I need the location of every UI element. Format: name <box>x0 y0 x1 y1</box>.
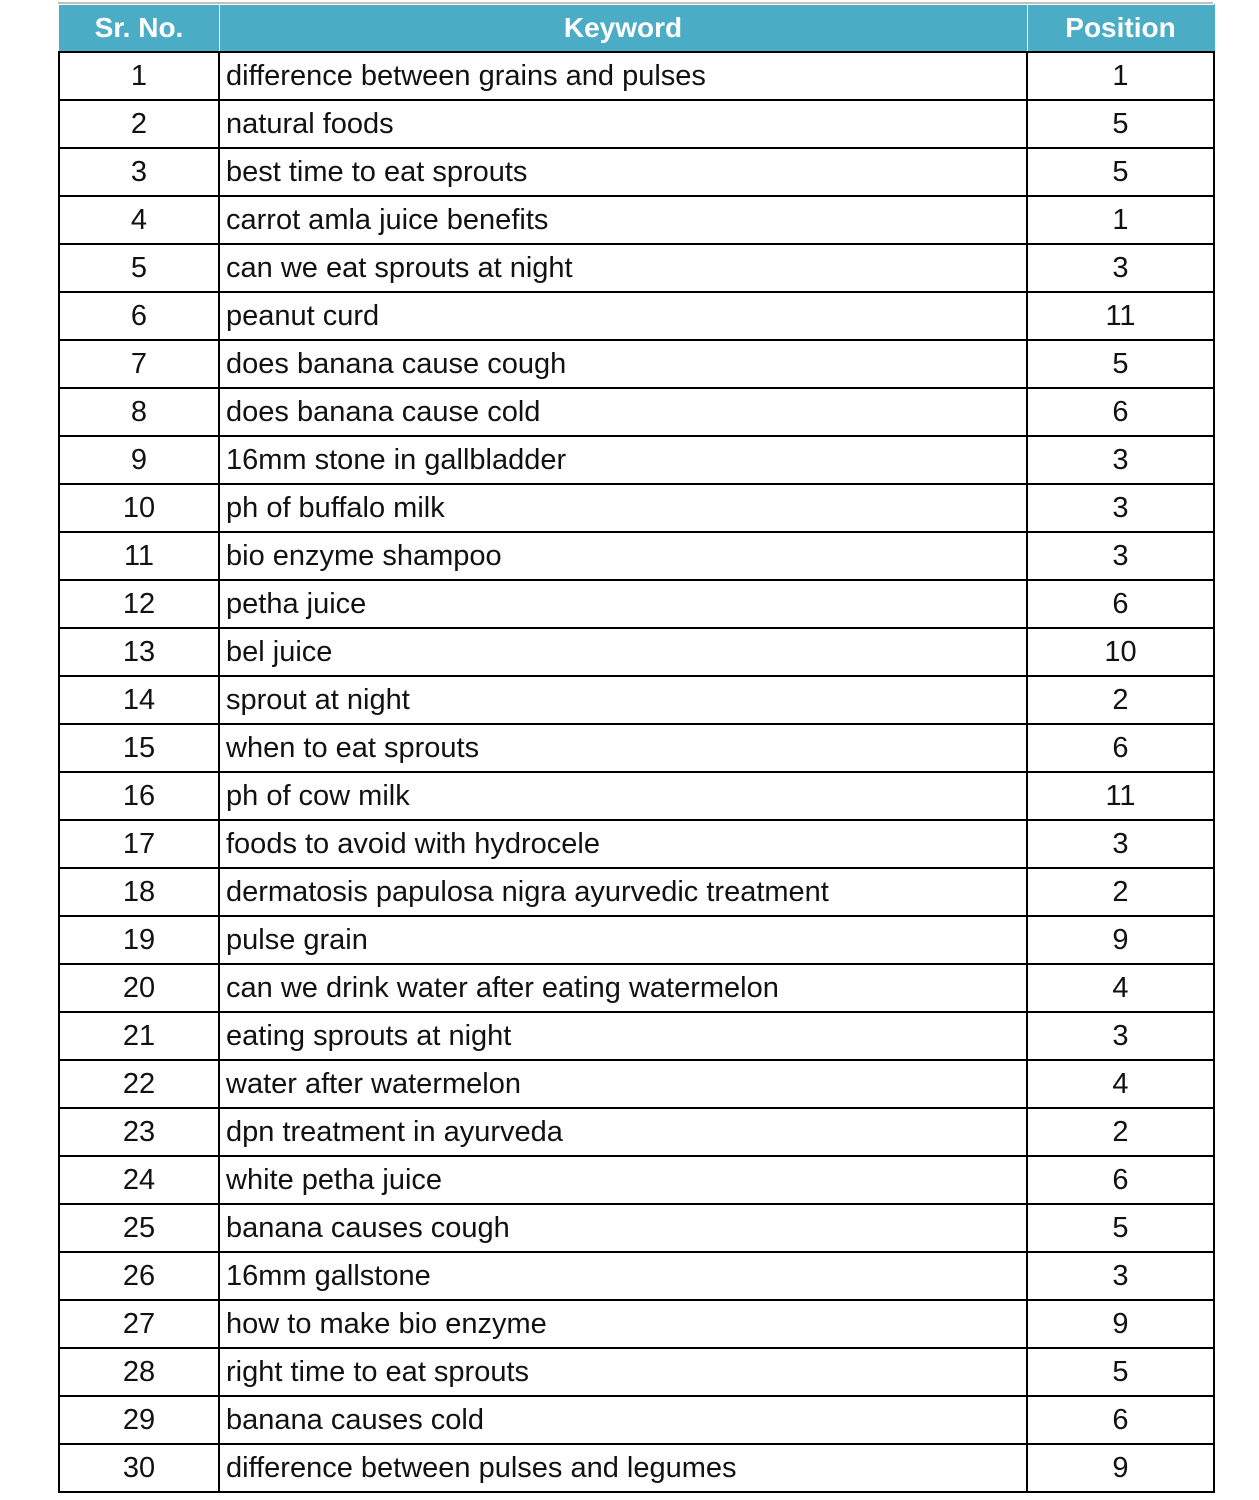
sr-no-cell: 28 <box>59 1348 219 1396</box>
table-row <box>59 484 1214 532</box>
sr-no-cell: 7 <box>59 340 219 388</box>
table-row <box>59 916 1214 964</box>
position-cell: 5 <box>1027 340 1214 388</box>
keyword-cell: how to make bio enzyme <box>219 1300 1027 1348</box>
position-cell: 2 <box>1027 868 1214 916</box>
position-cell: 6 <box>1027 724 1214 772</box>
keyword-cell: does banana cause cough <box>219 340 1027 388</box>
sr-no-cell: 21 <box>59 1012 219 1060</box>
keyword-cell: bel juice <box>219 628 1027 676</box>
keyword-cell: petha juice <box>219 580 1027 628</box>
position-cell: 5 <box>1027 148 1214 196</box>
table-row <box>59 1300 1214 1348</box>
keyword-cell: ph of buffalo milk <box>219 484 1027 532</box>
position-cell: 6 <box>1027 580 1214 628</box>
table-row <box>59 580 1214 628</box>
position-cell: 9 <box>1027 1444 1214 1492</box>
sr-no-cell: 26 <box>59 1252 219 1300</box>
keyword-cell: foods to avoid with hydrocele <box>219 820 1027 868</box>
keyword-cell: water after watermelon <box>219 1060 1027 1108</box>
keyword-cell: eating sprouts at night <box>219 1012 1027 1060</box>
table-row <box>59 724 1214 772</box>
keyword-cell: 16mm stone in gallbladder <box>219 436 1027 484</box>
table-row <box>59 292 1214 340</box>
keyword-cell: right time to eat sprouts <box>219 1348 1027 1396</box>
sr-no-cell: 20 <box>59 964 219 1012</box>
table-row <box>59 1156 1214 1204</box>
keyword-cell: banana causes cough <box>219 1204 1027 1252</box>
position-cell: 3 <box>1027 532 1214 580</box>
header-keyword: Keyword <box>219 5 1027 53</box>
keyword-cell: 16mm gallstone <box>219 1252 1027 1300</box>
sr-no-cell: 16 <box>59 772 219 820</box>
sr-no-cell: 14 <box>59 676 219 724</box>
sr-no-cell: 6 <box>59 292 219 340</box>
table-row <box>59 532 1214 580</box>
position-cell: 10 <box>1027 628 1214 676</box>
sr-no-cell: 22 <box>59 1060 219 1108</box>
table-row <box>59 868 1214 916</box>
sr-no-cell: 12 <box>59 580 219 628</box>
keyword-cell: dermatosis papulosa nigra ayurvedic treatment <box>219 868 1027 916</box>
table-row <box>59 196 1214 244</box>
sr-no-cell: 9 <box>59 436 219 484</box>
table-row <box>59 1252 1214 1300</box>
keyword-table-container <box>58 4 1213 1493</box>
sr-no-cell: 8 <box>59 388 219 436</box>
table-row <box>59 1204 1214 1252</box>
sr-no-cell: 23 <box>59 1108 219 1156</box>
table-row <box>59 964 1214 1012</box>
table-row <box>59 1396 1214 1444</box>
position-cell: 4 <box>1027 1060 1214 1108</box>
position-cell: 3 <box>1027 820 1214 868</box>
position-cell: 3 <box>1027 484 1214 532</box>
keyword-cell: carrot amla juice benefits <box>219 196 1027 244</box>
position-cell: 6 <box>1027 1396 1214 1444</box>
table-row <box>59 244 1214 292</box>
keyword-cell: ph of cow milk <box>219 772 1027 820</box>
table-row <box>59 772 1214 820</box>
sr-no-cell: 1 <box>59 52 219 100</box>
sr-no-cell: 11 <box>59 532 219 580</box>
position-cell: 9 <box>1027 1300 1214 1348</box>
sr-no-cell: 4 <box>59 196 219 244</box>
table-row <box>59 340 1214 388</box>
table-row <box>59 676 1214 724</box>
keyword-cell: banana causes cold <box>219 1396 1027 1444</box>
keyword-cell: difference between grains and pulses <box>219 52 1027 100</box>
keyword-cell: natural foods <box>219 100 1027 148</box>
sr-no-cell: 10 <box>59 484 219 532</box>
position-cell: 3 <box>1027 1252 1214 1300</box>
header-position: Position <box>1027 5 1214 53</box>
sr-no-cell: 3 <box>59 148 219 196</box>
position-cell: 3 <box>1027 244 1214 292</box>
keyword-cell: pulse grain <box>219 916 1027 964</box>
sr-no-cell: 25 <box>59 1204 219 1252</box>
keyword-cell: when to eat sprouts <box>219 724 1027 772</box>
keyword-cell: peanut curd <box>219 292 1027 340</box>
keyword-cell: bio enzyme shampoo <box>219 532 1027 580</box>
position-cell: 1 <box>1027 196 1214 244</box>
position-cell: 5 <box>1027 100 1214 148</box>
sr-no-cell: 13 <box>59 628 219 676</box>
keyword-cell: white petha juice <box>219 1156 1027 1204</box>
keyword-cell: difference between pulses and legumes <box>219 1444 1027 1492</box>
position-cell: 5 <box>1027 1204 1214 1252</box>
position-cell: 2 <box>1027 1108 1214 1156</box>
sr-no-cell: 19 <box>59 916 219 964</box>
keyword-cell: sprout at night <box>219 676 1027 724</box>
position-cell: 11 <box>1027 772 1214 820</box>
position-cell: 3 <box>1027 436 1214 484</box>
header-sr-no: Sr. No. <box>59 5 219 53</box>
table-row <box>59 100 1214 148</box>
table-row <box>59 52 1214 100</box>
table-row <box>59 1012 1214 1060</box>
sr-no-cell: 30 <box>59 1444 219 1492</box>
position-cell: 6 <box>1027 1156 1214 1204</box>
position-cell: 2 <box>1027 676 1214 724</box>
table-row <box>59 1348 1214 1396</box>
sr-no-cell: 24 <box>59 1156 219 1204</box>
position-cell: 11 <box>1027 292 1214 340</box>
sr-no-cell: 17 <box>59 820 219 868</box>
table-row <box>59 1060 1214 1108</box>
table-row <box>59 1444 1214 1492</box>
keyword-cell: can we drink water after eating watermelon <box>219 964 1027 1012</box>
sr-no-cell: 29 <box>59 1396 219 1444</box>
position-cell: 5 <box>1027 1348 1214 1396</box>
keyword-ranking-table <box>58 4 1215 1493</box>
table-row <box>59 1108 1214 1156</box>
keyword-cell: does banana cause cold <box>219 388 1027 436</box>
table-row <box>59 628 1214 676</box>
table-row <box>59 436 1214 484</box>
sr-no-cell: 18 <box>59 868 219 916</box>
table-row <box>59 388 1214 436</box>
position-cell: 9 <box>1027 916 1214 964</box>
position-cell: 1 <box>1027 52 1214 100</box>
table-row <box>59 820 1214 868</box>
sr-no-cell: 15 <box>59 724 219 772</box>
position-cell: 3 <box>1027 1012 1214 1060</box>
sr-no-cell: 27 <box>59 1300 219 1348</box>
position-cell: 6 <box>1027 388 1214 436</box>
sr-no-cell: 5 <box>59 244 219 292</box>
header-row <box>59 5 1214 53</box>
keyword-cell: best time to eat sprouts <box>219 148 1027 196</box>
keyword-cell: dpn treatment in ayurveda <box>219 1108 1027 1156</box>
position-cell: 4 <box>1027 964 1214 1012</box>
table-body <box>59 52 1214 1492</box>
table-row <box>59 148 1214 196</box>
keyword-cell: can we eat sprouts at night <box>219 244 1027 292</box>
sr-no-cell: 2 <box>59 100 219 148</box>
